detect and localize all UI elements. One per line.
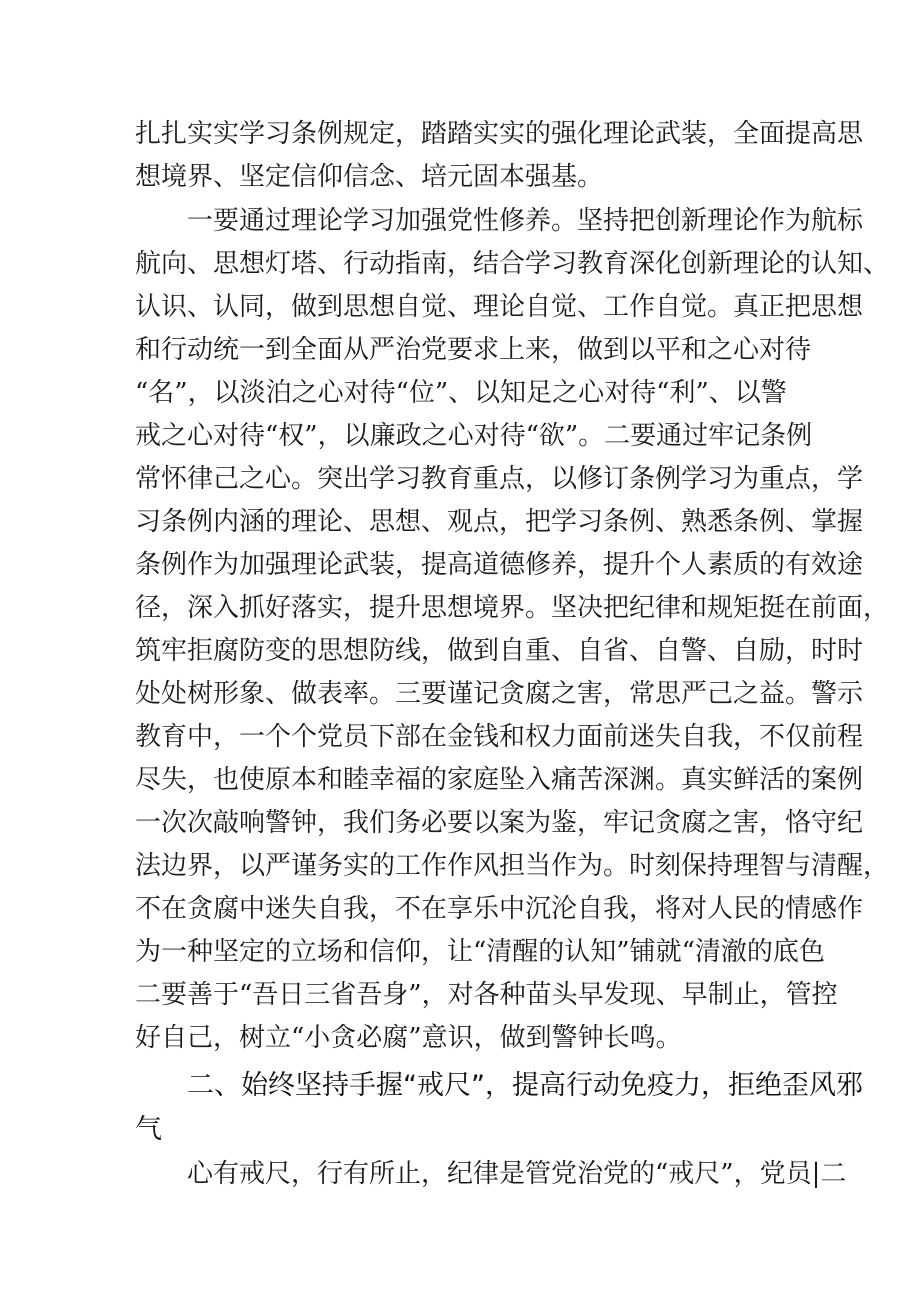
paragraph-line: 常怀律己之心。突出学习教育重点，以修订条例学习为重点，学 <box>135 464 864 494</box>
paragraph-line: 处处树形象、做表率。三要谨记贪腐之害，常思严己之益。警示 <box>135 679 864 709</box>
paragraph-line: 法边界，以严谨务实的工作作风担当作为。时刻保持理智与清醒， <box>135 851 890 881</box>
paragraph-line: 教育中，一个个党员下部在金钱和权力面前迷失自我，不仅前程 <box>135 722 864 752</box>
paragraph-line: 二要善于“吾日三省吾身”，对各种苗头早发现、早制止，管控 <box>135 980 838 1010</box>
paragraph-line: 尽失，也使原本和睦幸福的家庭坠入痛苦深渊。真实鲜活的案例 <box>135 765 864 795</box>
paragraph-line: 径，深入抓好落实，提升思想境界。坚决把纪律和规矩挺在前面， <box>135 593 890 623</box>
paragraph-line: 戒之心对待“权”，以廉政之心对待“欲”。二要通过牢记条例 <box>135 421 813 451</box>
paragraph-line: 一要通过理论学习加强党性修养。坚持把创新理论作为航标 <box>187 206 864 236</box>
paragraph-line: 为一种坚定的立场和信仰，让“清醒的认知”铺就“清澈的底色 <box>135 937 825 967</box>
section-heading-line: 气 <box>135 1114 162 1145</box>
paragraph-line: 好自己，树立“小贪必腐”意识，做到警钟长鸣。 <box>135 1023 682 1053</box>
paragraph-line: 条例作为加强理论武装，提高道德修养，提升个人素质的有效途 <box>135 550 864 580</box>
paragraph-line: 不在贪腐中迷失自我，不在享乐中沉沦自我，将对人民的情感作 <box>135 894 864 924</box>
section-heading-line: 二、始终坚持手握“戒尺”，提高行动免疫力，拒绝歪风邪 <box>187 1070 863 1101</box>
paragraph-line: “名”，以淡泊之心对待“位”、以知足之心对待“利”、以警 <box>135 378 787 408</box>
paragraph-line: 扎扎实实学习条例规定，踏踏实实的强化理论武装，全面提高思 <box>135 119 864 149</box>
paragraph-line: 习条例内涵的理论、思想、观点，把学习条例、熟悉条例、掌握 <box>135 507 864 537</box>
paragraph-line: 心有戒尺，行有所止，纪律是管党治党的“戒尺”，党员|二 <box>187 1159 847 1189</box>
paragraph-line: 认识、认同，做到思想自觉、理论自觉、工作自觉。真正把思想 <box>135 292 864 322</box>
paragraph-line: 一次次敲响警钟，我们务必要以案为鉴，牢记贪腐之害，恪守纪 <box>135 808 864 838</box>
paragraph-line: 航向、思想灯塔、行动指南，结合学习教育深化创新理论的认知、 <box>135 249 890 279</box>
paragraph-line: 想境界、坚定信仰信念、培元固本强基。 <box>135 162 604 192</box>
paragraph-line: 和行动统一到全面从严治党要求上来，做到以平和之心对待 <box>135 335 812 365</box>
paragraph-line: 筑牢拒腐防变的思想防线，做到自重、自省、自警、自励，时时 <box>135 636 864 666</box>
